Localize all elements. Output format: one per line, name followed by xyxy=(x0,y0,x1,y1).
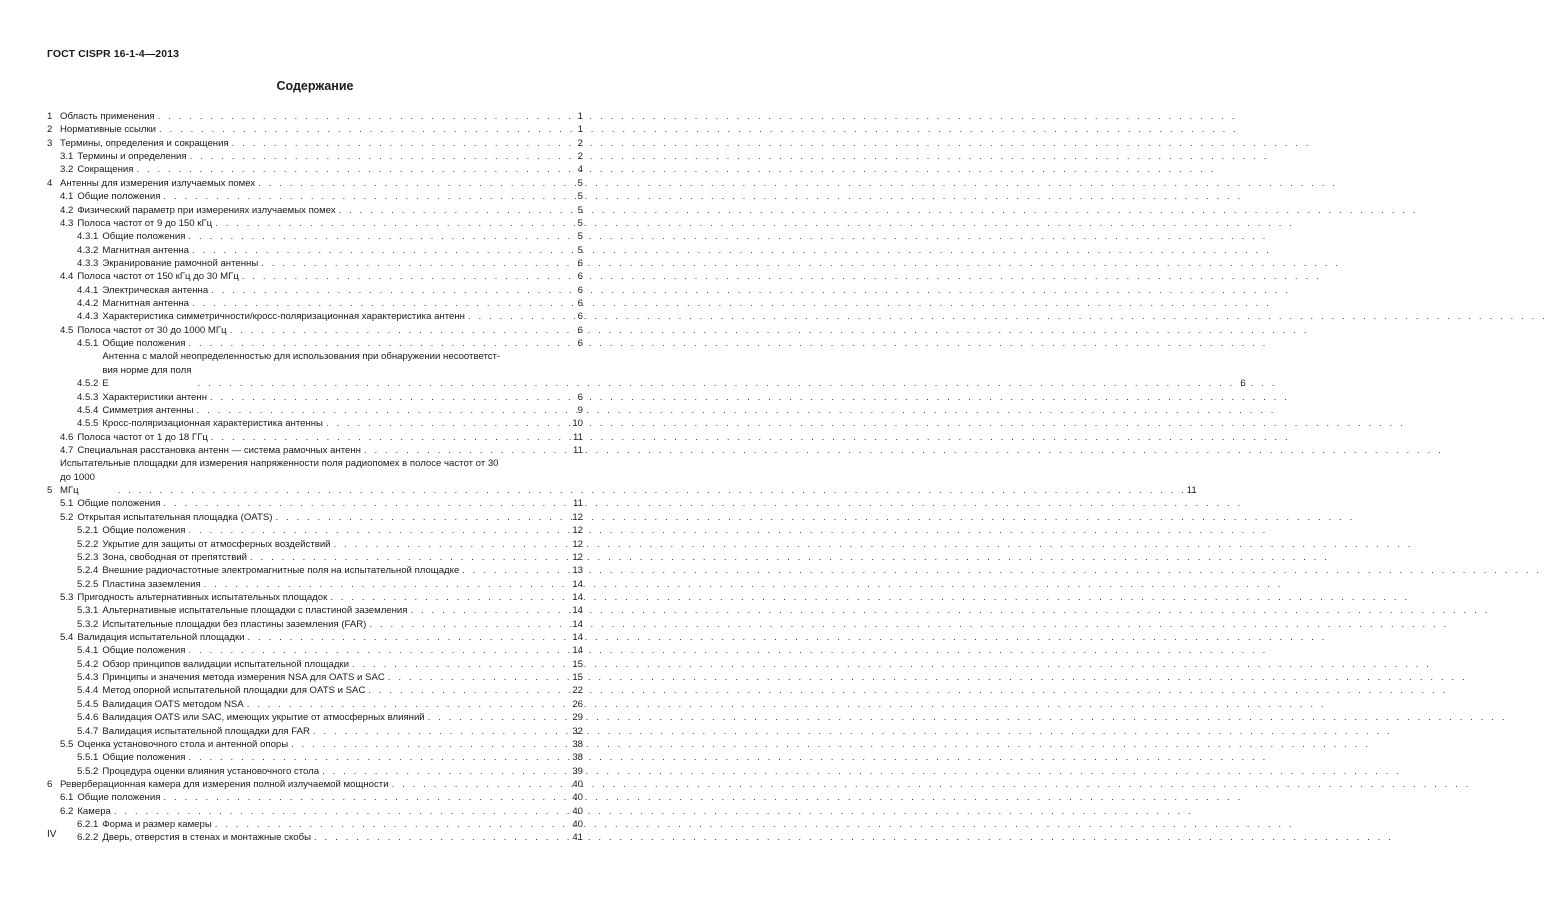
toc-entry-number: 4.3.1 xyxy=(77,231,99,243)
toc-entry[interactable] xyxy=(47,791,583,804)
toc-entry-number: 6.2.1 xyxy=(77,819,99,831)
toc-entry[interactable] xyxy=(47,284,583,297)
toc-entry[interactable] xyxy=(47,725,583,738)
dot-leader xyxy=(211,284,550,297)
toc-entry-page: 1 xyxy=(577,111,583,122)
toc-entry[interactable] xyxy=(47,751,583,764)
toc-entry-number: 4.4.3 xyxy=(77,311,99,323)
toc-entry-number: 4.5.1 xyxy=(77,338,99,350)
toc-entry[interactable] xyxy=(47,404,583,417)
dot-leader xyxy=(258,177,550,190)
toc-entry-title: Характеристики антенн xyxy=(102,391,207,403)
toc-entry[interactable] xyxy=(47,150,583,163)
toc-entry-title: Термины и определения xyxy=(77,151,187,163)
toc-entry-page: 40 xyxy=(572,792,583,804)
toc-entry-title: Валидация испытательной площадки xyxy=(77,632,245,644)
toc-entry-number: 5.3.2 xyxy=(77,618,99,630)
toc-entry-page: 29 xyxy=(572,712,583,724)
toc-entry-page: 14 xyxy=(572,618,583,630)
toc-entry[interactable] xyxy=(47,564,583,577)
toc-entry-page: 2 xyxy=(577,137,583,149)
toc-entry-number: 2 xyxy=(47,124,53,136)
toc-entry[interactable] xyxy=(47,738,583,751)
toc-entry-title: Магнитная антенна xyxy=(102,298,190,310)
toc-entry-title: Полоса частот от 9 до 150 кГц xyxy=(77,217,213,229)
toc-entry-title: Полоса частот от 30 до 1000 МГц xyxy=(77,324,227,336)
toc-entry[interactable] xyxy=(47,644,583,657)
dot-leader xyxy=(230,324,550,337)
toc-entry-title: Валидация OATS или SAC, имеющих укрытие от атмосферных влияний xyxy=(102,712,425,724)
dot-leader xyxy=(339,204,550,217)
toc-entry-title: Сокращения xyxy=(77,164,134,176)
dot-leader xyxy=(114,805,550,818)
toc-entry-title: Кросс-поляризационная характеристика антенны xyxy=(102,418,323,430)
toc-entry-page: 32 xyxy=(572,725,583,737)
toc-entry-number: 4.5.3 xyxy=(77,391,99,403)
table-of-contents xyxy=(47,110,1246,845)
toc-entry-page: 5 xyxy=(577,191,583,203)
page-number: IV xyxy=(47,829,57,840)
document-header: ГОСТ CISPR 16-1-4—2013 xyxy=(47,48,180,60)
toc-entry-title-continued: вия норме для поля Е xyxy=(102,364,192,390)
dot-leader xyxy=(188,230,550,243)
toc-entry[interactable] xyxy=(47,177,583,190)
toc-entry-page: 5 xyxy=(577,231,583,243)
toc-entry-number: 5.2.2 xyxy=(77,538,99,550)
toc-entry-title: Валидация испытательной площадки для FAR xyxy=(102,725,310,737)
toc-entry-title: Испытательные площадки для измерения напряженности поля радиопомех в полосе частот от 30 xyxy=(60,458,499,470)
toc-entry[interactable] xyxy=(47,457,1197,497)
dot-leader xyxy=(163,497,550,510)
toc-entry-title: Антенны для измерения излучаемых помех xyxy=(60,177,256,189)
toc-entry-number: 5.4.6 xyxy=(77,712,99,724)
toc-entry[interactable] xyxy=(47,604,583,617)
toc-entry-page: 40 xyxy=(572,805,583,817)
toc-entry-number: 5.4.1 xyxy=(77,645,99,657)
toc-entry-page: 14 xyxy=(572,591,583,603)
toc-entry-number: 5.2.4 xyxy=(77,565,99,577)
toc-entry-title: Камера xyxy=(77,805,111,817)
toc-entry-page: 9 xyxy=(577,404,583,416)
toc-entry-page: 5 xyxy=(577,204,583,216)
toc-entry-page: 14 xyxy=(572,578,583,590)
toc-entry-title: Общие положения xyxy=(102,231,186,243)
toc-entry-title: Укрытие для защиты от атмосферных воздействий xyxy=(102,538,331,550)
toc-entry-page: 6 xyxy=(577,284,583,296)
toc-entry-title: Общие положения xyxy=(102,338,186,350)
toc-entry-page: 40 xyxy=(572,778,583,790)
toc-entry-title: Область применения xyxy=(60,111,155,122)
toc-entry-title: Общие положения xyxy=(77,792,161,804)
toc-entry[interactable] xyxy=(47,217,583,230)
toc-entry-title-continued: до 1000 МГц xyxy=(60,471,95,497)
toc-entry-number: 5.4.4 xyxy=(77,685,99,697)
toc-entry-title: Обзор принципов валидации испытательной площадки xyxy=(102,658,349,670)
dot-leader xyxy=(192,244,550,257)
dot-leader xyxy=(232,137,550,150)
toc-entry-number: 4.3.3 xyxy=(77,257,99,269)
toc-entry[interactable] xyxy=(47,778,583,791)
toc-entry[interactable] xyxy=(47,511,583,524)
toc-entry-page: 5 xyxy=(577,244,583,256)
dot-leader xyxy=(364,444,550,457)
toc-entry[interactable] xyxy=(47,270,583,283)
toc-entry[interactable] xyxy=(47,631,583,644)
toc-entry[interactable] xyxy=(47,658,583,671)
toc-entry-number: 3.1 xyxy=(60,151,74,163)
toc-entry-page: 22 xyxy=(572,685,583,697)
toc-entry-title: Зона, свободная от препятствий xyxy=(102,551,248,563)
dot-leader xyxy=(248,631,550,644)
toc-entry-number: 5.2.1 xyxy=(77,525,99,537)
dot-leader xyxy=(158,110,550,123)
toc-entry-title: Антенна с малой неопределенностью для использования при обнаружении несоответст- xyxy=(102,351,501,363)
toc-entry-number: 5.2.3 xyxy=(77,551,99,563)
toc-entry-page: 39 xyxy=(572,765,583,777)
dot-leader xyxy=(118,484,1164,497)
toc-entry[interactable] xyxy=(47,818,583,831)
toc-entry-number: 5.2 xyxy=(60,511,74,523)
toc-entry-title: Полоса частот от 1 до 18 ГГц xyxy=(77,431,208,443)
toc-entry-page: 26 xyxy=(572,698,583,710)
toc-entry-title: Электрическая антенна xyxy=(102,284,209,296)
toc-entry-page: 6 xyxy=(577,391,583,403)
toc-entry-page: 14 xyxy=(572,632,583,644)
toc-entry-number: 5.3.1 xyxy=(77,605,99,617)
toc-entry-number: 5.4.3 xyxy=(77,672,99,684)
toc-entry-number: 5.5.2 xyxy=(77,765,99,777)
toc-entry-page: 4 xyxy=(577,164,583,176)
toc-entry-title: Полоса частот от 150 кГц до 30 МГц xyxy=(77,271,239,283)
toc-entry-number: 5.1 xyxy=(60,498,74,510)
toc-entry-number: 4.4.1 xyxy=(77,284,99,296)
toc-entry[interactable] xyxy=(47,391,583,404)
toc-entry-number: 4.4 xyxy=(60,271,74,283)
toc-entry-page: 11 xyxy=(573,498,583,510)
toc-entry-number: 5.4.2 xyxy=(77,658,99,670)
toc-entry-number: 4.7 xyxy=(60,444,74,456)
toc-entry-page: 12 xyxy=(572,551,583,563)
dot-leader xyxy=(198,377,1213,390)
toc-entry-number: 4 xyxy=(47,177,53,189)
dot-leader xyxy=(326,417,550,430)
toc-entry-number: 5.3 xyxy=(60,591,74,603)
toc-entry-title: Нормативные ссылки xyxy=(60,124,157,136)
toc-entry-page: 5 xyxy=(577,177,583,189)
toc-entry-title: Общие положения xyxy=(102,645,186,657)
dot-leader xyxy=(352,658,550,671)
toc-entry[interactable] xyxy=(47,444,583,457)
toc-entry-page: 13 xyxy=(572,565,583,577)
toc-entry[interactable] xyxy=(47,110,583,123)
toc-entry-title: Характеристика симметричности/кросс-поляризационная характеристика антенн xyxy=(102,311,465,323)
toc-entry[interactable] xyxy=(47,538,583,551)
toc-entry[interactable] xyxy=(47,805,583,818)
dot-leader xyxy=(192,297,550,310)
toc-entry-title: Специальная расстановка антенн — система рамочных антенн xyxy=(77,444,361,456)
toc-entry-page: 15 xyxy=(572,672,583,684)
dot-leader xyxy=(261,257,550,270)
toc-entry-page: 41 xyxy=(572,832,583,844)
toc-entry-number: 4.5.2 xyxy=(77,378,99,390)
toc-entry[interactable] xyxy=(47,551,583,564)
toc-entry-number: 6.1 xyxy=(60,792,74,804)
toc-entry[interactable] xyxy=(47,431,583,444)
dot-leader xyxy=(159,123,550,136)
toc-entry-page: 6 xyxy=(577,311,583,323)
toc-entry-title: Пластина заземления xyxy=(102,578,201,590)
toc-entry-page: 6 xyxy=(577,324,583,336)
toc-entry-title: Экранирование рамочной антенны xyxy=(102,257,259,269)
toc-entry-page: 10 xyxy=(572,418,583,430)
toc-entry-title: Испытательные площадки без пластины заземления (FAR) xyxy=(102,618,367,630)
toc-entry-number: 4.6 xyxy=(60,431,74,443)
toc-entry-title: Процедура оценки влияния установочного стола xyxy=(102,765,320,777)
dot-leader xyxy=(210,391,550,404)
dot-leader xyxy=(190,150,550,163)
toc-entry-number: 5.5.1 xyxy=(77,752,99,764)
toc-entry-page: 38 xyxy=(572,752,583,764)
toc-entry-number: 6.2 xyxy=(60,805,74,817)
toc-entry-number: 5.4.5 xyxy=(77,698,99,710)
toc-entry-title: Магнитная антенна xyxy=(102,244,190,256)
toc-entry[interactable] xyxy=(47,524,583,537)
toc-entry[interactable] xyxy=(47,684,583,697)
toc-entry[interactable] xyxy=(47,417,583,430)
dot-leader xyxy=(314,831,550,844)
toc-entry-number: 1 xyxy=(47,111,53,122)
toc-entry[interactable] xyxy=(47,297,583,310)
dot-leader xyxy=(368,684,550,697)
toc-entry-title: Оценка установочного стола и антенной опоры xyxy=(77,738,289,750)
toc-entry-title: Термины, определения и сокращения xyxy=(60,137,229,149)
toc-entry-title: Физический параметр при измерениях излучаемых помех xyxy=(77,204,336,216)
dot-leader xyxy=(250,551,550,564)
toc-entry[interactable] xyxy=(47,244,583,257)
toc-entry-title: Пригодность альтернативных испытательных площадок xyxy=(77,591,328,603)
toc-entry[interactable] xyxy=(47,163,583,176)
toc-entry[interactable] xyxy=(47,618,583,631)
dot-leader xyxy=(313,725,550,738)
dot-leader xyxy=(215,217,550,230)
toc-entry[interactable] xyxy=(47,578,583,591)
toc-entry-title: Реверберационная камера для измерения полной излучаемой мощности xyxy=(60,778,389,790)
toc-entry-number: 3.2 xyxy=(60,164,74,176)
toc-entry-page: 14 xyxy=(572,605,583,617)
dot-leader xyxy=(468,310,550,323)
dot-leader xyxy=(247,698,550,711)
toc-entry[interactable] xyxy=(47,337,583,350)
toc-entry-title: Внешние радиочастотные электромагнитные поля на испытательной площадке xyxy=(102,565,460,577)
toc-entry-title: Форма и размер камеры xyxy=(102,819,212,831)
dot-leader xyxy=(188,524,550,537)
toc-entry-page: 11 xyxy=(1186,485,1197,497)
toc-entry-number: 4.3 xyxy=(60,217,74,229)
dot-leader xyxy=(322,765,550,778)
dot-leader xyxy=(291,738,550,751)
toc-entry-page: 15 xyxy=(572,658,583,670)
toc-entry-number: 4.3.2 xyxy=(77,244,99,256)
toc-entry[interactable] xyxy=(47,350,1246,390)
toc-entry[interactable] xyxy=(47,711,583,724)
toc-entry-page: 6 xyxy=(1240,378,1246,390)
toc-entry[interactable] xyxy=(47,310,583,323)
dot-leader xyxy=(197,404,550,417)
dot-leader xyxy=(163,190,550,203)
toc-entry-title: Дверь, отверстия в стенах и монтажные скобы xyxy=(102,832,312,844)
toc-entry[interactable] xyxy=(47,137,583,150)
toc-entry-title: Открытая испытательная площадка (OATS) xyxy=(77,511,273,523)
toc-entry-page: 11 xyxy=(573,431,583,443)
dot-leader xyxy=(334,538,550,551)
toc-entry-title: Общие положения xyxy=(102,752,186,764)
toc-entry[interactable] xyxy=(47,591,583,604)
toc-entry-title: Общие положения xyxy=(77,498,161,510)
toc-entry[interactable] xyxy=(47,698,583,711)
toc-entry-page: 6 xyxy=(577,338,583,350)
toc-entry-title: Метод опорной испытательной площадки для OATS и SAC xyxy=(102,685,366,697)
toc-entry-page: 40 xyxy=(572,819,583,831)
toc-entry-title: Альтернативные испытательные площадки с пластиной заземления xyxy=(102,605,408,617)
toc-entry-number: 4.5.4 xyxy=(77,404,99,416)
toc-entry-number: 4.1 xyxy=(60,191,74,203)
toc-entry[interactable] xyxy=(47,190,583,203)
toc-entry-number: 5 xyxy=(47,485,53,497)
dot-leader xyxy=(204,578,550,591)
dot-leader xyxy=(392,778,550,791)
dot-leader xyxy=(428,711,550,724)
toc-entry-page: 12 xyxy=(572,525,583,537)
toc-entry-title: Симметрия антенны xyxy=(102,404,194,416)
toc-entry-number: 4.5 xyxy=(60,324,74,336)
dot-leader xyxy=(188,751,550,764)
toc-entry-page: 6 xyxy=(577,271,583,283)
dot-leader xyxy=(188,644,550,657)
toc-entry[interactable] xyxy=(47,497,583,510)
toc-entry-number: 5.4 xyxy=(60,632,74,644)
dot-leader xyxy=(211,431,550,444)
toc-entry-page: 6 xyxy=(577,298,583,310)
toc-entry-number: 4.5.5 xyxy=(77,418,99,430)
toc-entry[interactable] xyxy=(47,324,583,337)
toc-entry-page: 38 xyxy=(572,738,583,750)
toc-entry-title: Общие положения xyxy=(77,191,161,203)
dot-leader xyxy=(188,337,550,350)
toc-entry[interactable] xyxy=(47,230,583,243)
toc-entry-title: Принципы и значения метода измерения NSA для OATS и SAC xyxy=(102,672,385,684)
toc-entry-page: 1 xyxy=(577,124,583,136)
dot-leader xyxy=(275,511,550,524)
toc-entry-number: 3 xyxy=(47,137,53,149)
toc-entry-page: 12 xyxy=(572,511,583,523)
toc-entry-number: 4.2 xyxy=(60,204,74,216)
dot-leader xyxy=(136,163,550,176)
dot-leader xyxy=(388,671,550,684)
toc-entry[interactable] xyxy=(47,671,583,684)
toc-entry-page: 2 xyxy=(577,151,583,163)
dot-leader xyxy=(215,818,550,831)
dot-leader xyxy=(369,618,550,631)
toc-entry-page: 6 xyxy=(577,257,583,269)
dot-leader xyxy=(163,791,550,804)
toc-entry[interactable] xyxy=(47,204,583,217)
toc-entry-page: 14 xyxy=(572,645,583,657)
toc-entry-number: 5.2.5 xyxy=(77,578,99,590)
toc-entry-number: 4.4.2 xyxy=(77,298,99,310)
dot-leader xyxy=(242,270,550,283)
toc-entry-title: Общие положения xyxy=(102,525,186,537)
toc-entry[interactable] xyxy=(47,257,583,270)
dot-leader xyxy=(462,564,550,577)
toc-entry-page: 5 xyxy=(577,217,583,229)
toc-entry[interactable] xyxy=(47,123,583,136)
toc-entry-title: Валидация OATS методом NSA xyxy=(102,698,244,710)
toc-entry[interactable] xyxy=(47,765,583,778)
toc-entry[interactable] xyxy=(47,831,583,844)
toc-entry-number: 5.5 xyxy=(60,738,74,750)
toc-entry-page: 12 xyxy=(572,538,583,550)
dot-leader xyxy=(330,591,550,604)
toc-entry-number: 6.2.2 xyxy=(77,832,99,844)
dot-leader xyxy=(410,604,550,617)
page-title: Содержание xyxy=(276,79,354,93)
toc-entry-number: 6 xyxy=(47,778,53,790)
toc-entry-number: 5.4.7 xyxy=(77,725,99,737)
toc-entry-page: 11 xyxy=(573,444,583,456)
